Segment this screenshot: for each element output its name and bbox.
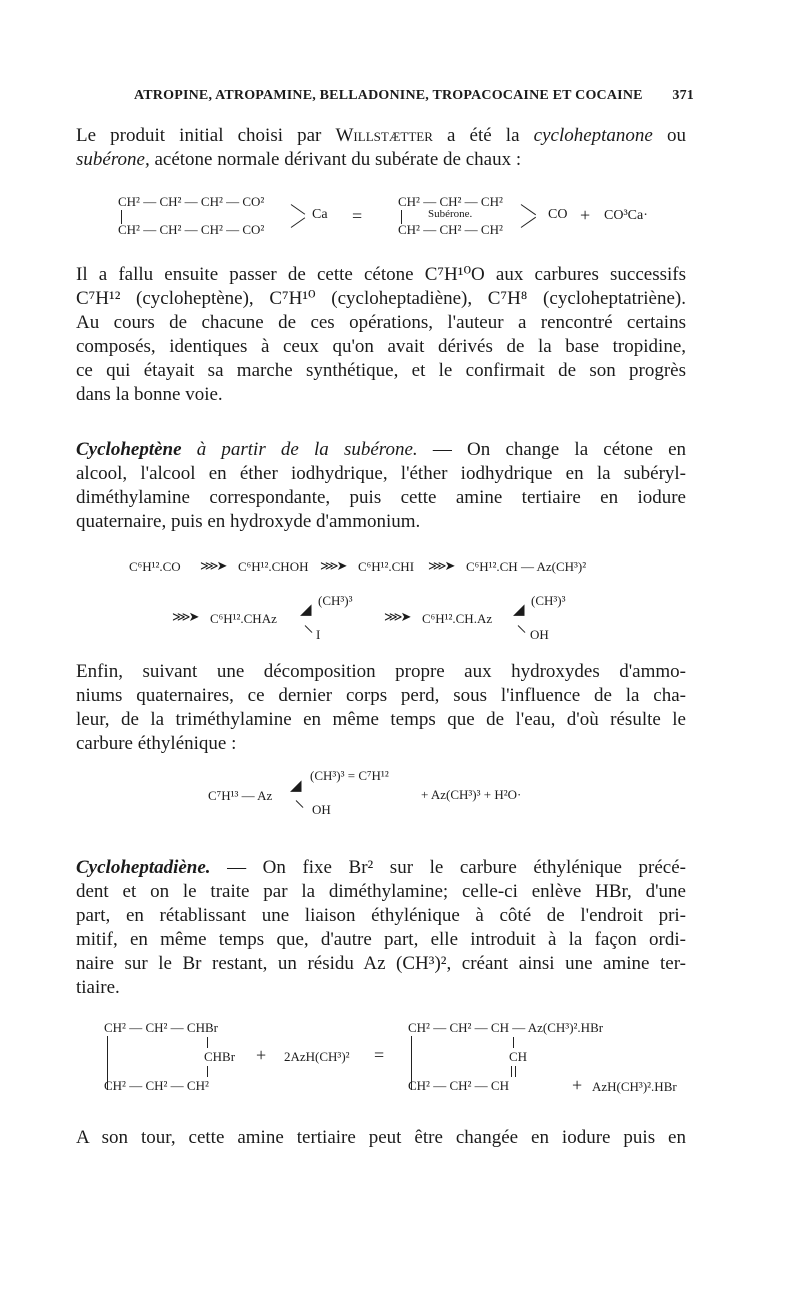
para3-line-1: Enfin, suivant une décomposition propre aux hydroxydes d'ammo- [76,661,686,682]
paragraph-carbures [76,263,686,407]
intro-text-d: acétone normale dérivant du subérate de chaux : [149,149,522,170]
section1-text-a: — On change la cétone en [417,439,686,460]
eq1-calcium-carbonate: CO³Ca· [604,208,648,223]
eq2-arrow-2: ⋙➤ [320,558,346,573]
eq2-amine: C⁶H¹².CH — Az(CH³)² [466,559,587,574]
eq2-iodide: C⁶H¹².CHI [358,559,415,574]
eq1-carbonyl: CO [548,207,568,222]
eq4-left-bond-bottom [207,1066,208,1077]
eq1-left-diag-bottom [291,217,305,228]
eq2-ammonium-hydroxide-bottom: OH [530,627,549,642]
eq2-arrow-1: ⋙➤ [200,558,226,573]
eq2-arrow-5: ⋙➤ [384,609,410,624]
para2-line-5: ce qui étayait sa marche synthétique, et le confirmait de son progrès [76,360,686,381]
eq3-bond-line [296,800,304,808]
eq4-right-bottom: CH² — CH² — CH [408,1078,509,1093]
eq1-left-diag-top [291,204,305,215]
eq2-bond-line-1 [305,625,313,633]
eq2-quaternary-iodide-top: (CH³)³ [318,593,353,608]
eq1-equals: = [352,206,363,226]
eq2-alcohol: C⁶H¹².CHOH [238,559,309,574]
eq2-quaternary-iodide: C⁶H¹².CHAz [210,611,277,626]
eq2-ammonium-hydroxide: C⁶H¹².CH.Az [422,611,493,626]
eq2-arrow-4: ⋙➤ [172,609,198,624]
eq4-right-top: CH² — CH² — CH — Az(CH³)².HBr [408,1020,604,1035]
section1-subtitle: à partir de la subérone. [181,439,418,460]
section2-text-a: — On fixe Br² sur le carbure éthylénique précé- [210,857,686,878]
eq1-calcium: Ca [312,207,328,222]
eq1-right-top: CH² — CH² — CH² [398,194,503,209]
section-cycloheptene [76,438,686,534]
eq2-bond-bold-1: ◢ [300,602,312,618]
eq4-right-middle: CH [509,1049,528,1064]
eq4-left-bottom: CH² — CH² — CH² [104,1078,209,1093]
eq2-quaternary-iodide-bottom: I [316,627,321,642]
eq2-suberone: C⁶H¹².CO [129,559,181,574]
intro-text-c: ou [652,125,686,146]
section1-line-2: alcool, l'alcool en éther iodhydrique, l'éther iodhydrique en la subéryl- [76,463,686,484]
para2-line-6: dans la bonne voie. [76,384,223,405]
section1-title: Cycloheptène [76,439,182,460]
eq1-right-bottom: CH² — CH² — CH² [398,222,503,237]
eq1-plus: + [580,205,591,225]
eq4-plus-2: + [572,1075,583,1095]
eq1-right-diag-bottom [521,217,536,228]
paragraph-decomposition [76,660,686,756]
section2-line-6: tiaire. [76,977,120,998]
eq4-right-double-bond-b [515,1066,516,1077]
eq4-byproduct: AzH(CH³)².HBr [592,1079,677,1094]
eq1-left-top: CH² — CH² — CH² — CO² [118,194,265,209]
para2-line-2: C⁷H¹² (cycloheptène), C⁷H¹⁰ (cycloheptadiène), C⁷H⁸ (cycloheptatriène). [76,288,686,309]
running-header [134,88,694,104]
eq2-bond-line-2 [518,625,526,633]
author-name: Willstætter [335,125,433,146]
eq4-plus-1: + [256,1045,267,1065]
eq3-bottom: OH [312,802,331,817]
eq4-equals: = [374,1045,385,1065]
para3-line-3: leur, de la triméthylamine en même temps que de l'eau, d'où résulte le [76,709,686,730]
section1-line-4: quaternaire, puis en hydroxyde d'ammonium. [76,511,421,532]
eq3-bond-bold: ◢ [290,778,302,794]
eq4-right-bond-top [513,1037,514,1048]
para3-line-4: carbure éthylénique : [76,733,237,754]
section-cycloheptadiene [76,856,686,1000]
section2-line-4: mitif, en même temps que, d'autre part, elle introduit à la façon ordi- [76,929,686,950]
running-title: ATROPINE, ATROPAMINE, BELLADONINE, TROPACOCAINE ET COCAINE [134,88,643,103]
para2-line-1: Il a fallu ensuite passer de cette cétone C⁷H¹⁰O aux carbures successifs [76,264,686,285]
section2-line-2: dent et on le traite par la diméthylamine; celle-ci enlève HBr, d'une [76,881,686,902]
eq3-right: + Az(CH³)³ + H²O· [421,787,522,802]
section1-line-1 [76,438,686,462]
eq2-arrow-3: ⋙➤ [428,558,454,573]
eq1-left-bottom: CH² — CH² — CH² — CO² [118,222,265,237]
para3-line-2: niums quaternaires, ce dernier corps perd, sous l'influence de la cha- [76,685,686,706]
section2-title: Cycloheptadiène. [76,857,211,878]
eq4-left-bond-top [207,1037,208,1048]
final-line: A son tour, cette amine tertiaire peut être changée en iodure puis en [76,1127,686,1148]
paragraph-final [76,1126,686,1150]
eq2-ammonium-hydroxide-top: (CH³)³ [531,593,566,608]
section2-line-5: naire sur le Br restant, un résidu Az (CH³)², créant ainsi une amine ter- [76,953,686,974]
eq3-top: (CH³)³ = C⁷H¹² [310,768,389,783]
intro-text-b: a été la [432,125,534,146]
cycloheptanone-term: cycloheptanone [533,125,653,146]
eq4-left-top: CH² — CH² — CHBr [104,1020,218,1035]
para2-line-3: Au cours de chacune de ces opérations, l'auteur a rencontré certains [76,312,686,333]
intro-line-1 [76,124,686,148]
intro-text-a: Le produit initial choisi par [76,125,336,146]
eq1-right-diag-top [521,204,536,215]
suberone-term: subérone, [76,149,150,170]
section2-line-3: part, en rétablissant une liaison éthylénique à côté de l'endroit pri- [76,905,686,926]
page-number: 371 [672,88,694,103]
eq1-suberone-label: Subérone. [428,208,473,220]
eq4-reagent: 2AzH(CH³)² [284,1049,350,1064]
eq4-left-middle: CHBr [204,1049,236,1064]
para2-line-4: composés, identiques à ceux qu'on avait dérivés de la base tropidine, [76,336,686,357]
intro-line-2 [76,148,686,172]
eq4-right-double-bond-a [511,1066,512,1077]
section2-line-1 [76,856,686,880]
eq3-left: C⁷H¹³ — Az [208,788,273,803]
intro-paragraph [76,124,686,172]
eq2-bond-bold-2: ◢ [513,602,525,618]
section1-line-3: diméthylamine correspondante, puis cette amine tertiaire en iodure [76,487,686,508]
